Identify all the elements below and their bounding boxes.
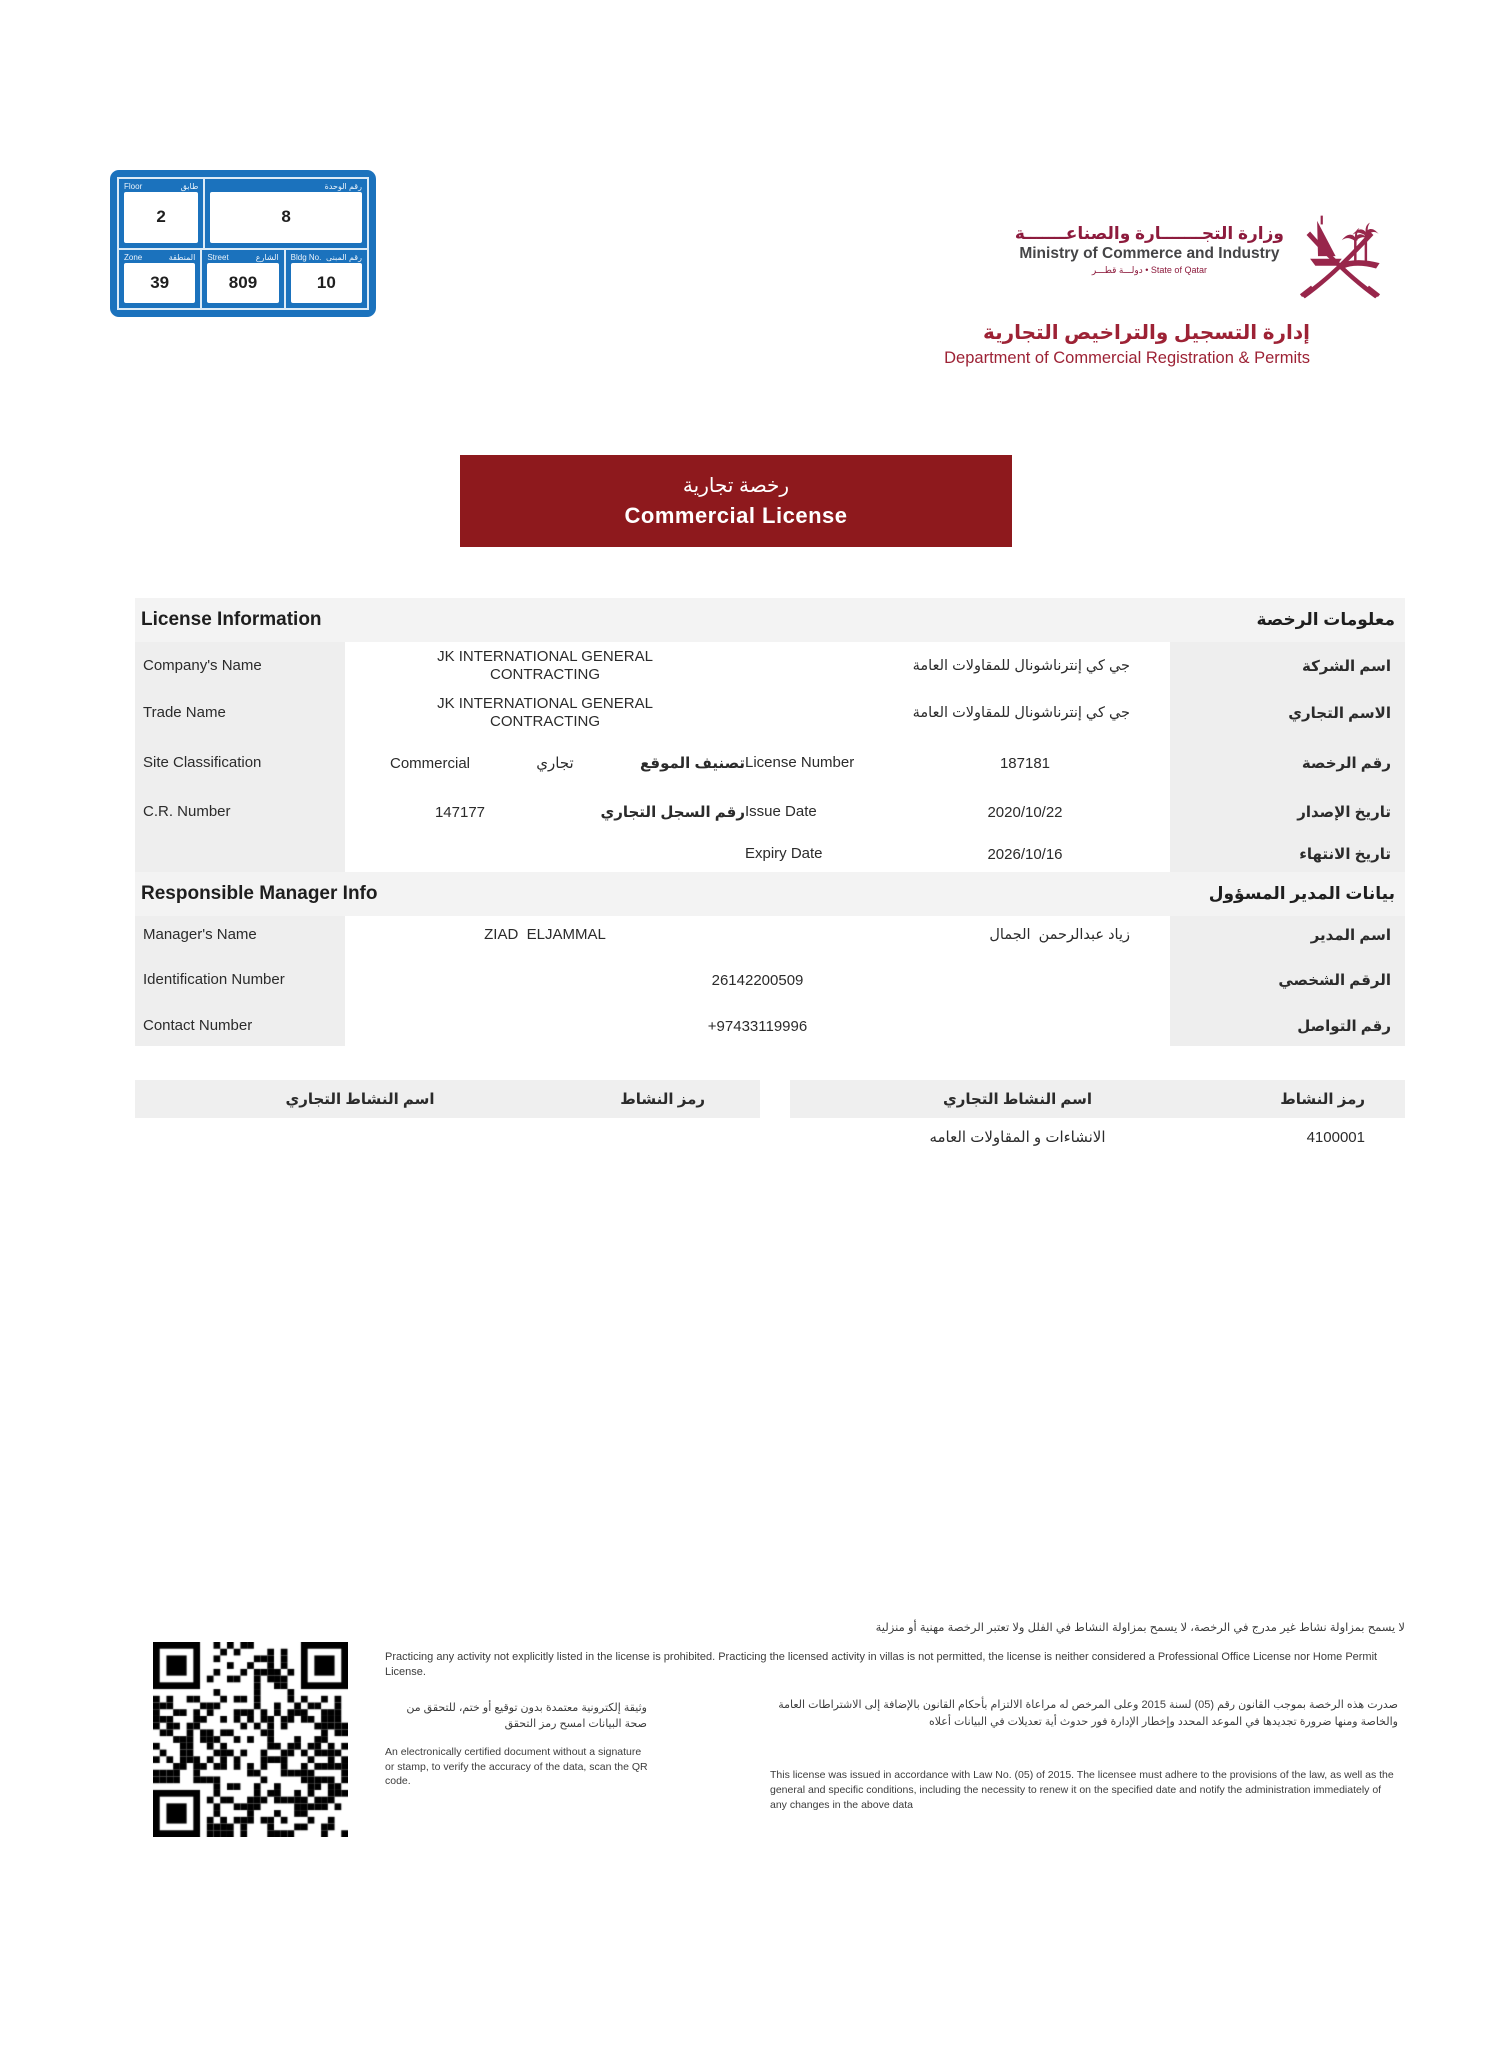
company-name-value-en: JK INTERNATIONAL GENERAL CONTRACTING — [437, 648, 653, 683]
trade-name-value-ar: جي كي إنترناشونال للمقاولات العامة — [912, 705, 1130, 721]
cr-number-row — [135, 790, 1405, 834]
state-of-qatar-line: دولـــة قطـــر • State of Qatar — [1091, 265, 1207, 275]
license-number-label: License Number — [745, 754, 855, 772]
manager-section-title-en: Responsible Manager Info — [141, 883, 378, 904]
license-information-section — [135, 598, 1405, 874]
activity-code-value: 4100001 — [1306, 1128, 1365, 1146]
site-classification-value-ar: تجاري — [536, 755, 574, 772]
company-name-label: Company's Name — [135, 642, 345, 690]
activity-code-header-right: رمز النشاط — [1280, 1091, 1365, 1108]
plate-building-label-ar: رقم المبنى — [325, 252, 362, 262]
trade-name-label: Trade Name — [135, 690, 345, 736]
activities-header-right — [790, 1080, 1405, 1118]
expiry-date-label: Expiry Date — [745, 845, 823, 863]
plate-floor-label-ar: طابق — [180, 182, 199, 191]
ministry-name-arabic: وزارة التجـــــــارة والصناعـــــــة — [1014, 224, 1284, 243]
issue-date-label-ar: تاريخ الإصدار — [1170, 790, 1405, 834]
plate-unit-label-ar: رقم الوحدة — [324, 182, 362, 191]
activity-name-header-right: اسم النشاط التجاري — [942, 1091, 1093, 1108]
plate-street-label-en: Street — [207, 252, 229, 262]
manager-name-row — [135, 916, 1405, 954]
license-title-arabic: رخصة تجارية — [682, 475, 790, 497]
trade-name-value-en: JK INTERNATIONAL GENERAL CONTRACTING — [437, 695, 653, 730]
issue-date-label: Issue Date — [745, 803, 817, 821]
footer-restriction-note-ar: لا يسمح بمزاولة نشاط غير مدرج في الرخصة، لا يسمح بمزاولة النشاط في الفلل ولا تعتبر الرخصة مهنية أو منزلية — [875, 1622, 1405, 1634]
activities-table — [135, 1080, 1405, 1175]
site-classification-label: Site Classification — [135, 736, 345, 790]
license-section-title-ar: معلومات الرخصة — [1256, 610, 1395, 629]
manager-name-label: Manager's Name — [135, 916, 345, 954]
qatar-emblem-icon — [1296, 206, 1384, 308]
footer-verify-note-ar: وثيقة إلكترونية معتمدة بدون توقيع أو ختم، للتحقق من صحة البيانات امسح رمز التحقق — [406, 1702, 647, 1730]
plate-building-value: 10 — [291, 263, 362, 303]
identification-number-label: Identification Number — [135, 954, 345, 1006]
contact-number-value: +97433119996 — [707, 1017, 808, 1035]
footer-verify-note-en: An electronically certified document without a signature or stamp, to verify the accuracy of the data, scan the QR code. — [385, 1746, 648, 1787]
plate-floor-cell — [119, 179, 203, 248]
contact-number-row — [135, 1006, 1405, 1046]
ministry-header — [1015, 206, 1384, 308]
trade-name-label-ar: الاسم التجاري — [1170, 690, 1405, 736]
plate-unit-value: 8 — [210, 192, 362, 243]
expiry-date-row — [135, 834, 1405, 874]
plate-building-cell — [284, 250, 367, 308]
plate-building-label-en: Bldg No. — [290, 252, 322, 262]
manager-name-value-ar: زياد عبدالرحمن الجمال — [989, 927, 1130, 943]
site-classification-label-ar: تصنيف الموقع — [640, 755, 745, 772]
license-number-value: 187181 — [999, 754, 1051, 772]
address-plate — [110, 170, 376, 317]
manager-section-header — [135, 872, 1405, 916]
company-name-value-ar: جي كي إنترناشونال للمقاولات العامة — [912, 658, 1130, 674]
activity-name-header-left: اسم النشاط التجاري — [285, 1091, 435, 1108]
footer-restriction-note-en: Practicing any activity not explicitly listed in the license is prohibited. Practicing the licensed activity in villas is not permitted, the license is neither considered a Professional Office License nor Home Permit License. — [385, 1651, 1378, 1678]
cr-number-label: C.R. Number — [135, 790, 345, 834]
trade-name-row — [135, 690, 1405, 736]
manager-info-section — [135, 872, 1405, 1046]
plate-zone-value: 39 — [124, 263, 195, 303]
license-title-banner — [460, 455, 1012, 547]
department-name-english: Department of Commercial Registration & Permits — [944, 349, 1310, 367]
cr-number-label-ar: رقم السجل التجاري — [600, 804, 745, 821]
address-plate-frame — [117, 177, 369, 310]
identification-number-row — [135, 954, 1405, 1006]
identification-number-label-ar: الرقم الشخصي — [1170, 954, 1405, 1006]
expiry-row-empty-label — [135, 834, 345, 874]
license-title-english: Commercial License — [624, 503, 848, 528]
cr-number-value: 147177 — [434, 803, 486, 821]
expiry-date-value: 2026/10/16 — [987, 845, 1063, 863]
issue-date-value: 2020/10/22 — [987, 803, 1063, 821]
company-name-label-ar: اسم الشركة — [1170, 642, 1405, 690]
license-number-label-ar: رقم الرخصة — [1170, 736, 1405, 790]
ministry-name-block — [1015, 206, 1284, 277]
site-classification-row — [135, 736, 1405, 790]
activities-header-left — [135, 1080, 760, 1118]
contact-number-label: Contact Number — [135, 1006, 345, 1046]
license-section-header — [135, 598, 1405, 642]
plate-zone-label-en: Zone — [124, 252, 143, 262]
ministry-name-english: Ministry of Commerce and Industry — [1019, 245, 1280, 262]
activity-row — [790, 1128, 1405, 1146]
plate-street-label-ar: الشارع — [255, 252, 279, 262]
manager-section-title-ar: بيانات المدير المسؤول — [1208, 884, 1395, 903]
plate-unit-cell — [203, 179, 367, 248]
contact-number-label-ar: رقم التواصل — [1170, 1006, 1405, 1046]
activity-name-value: الانشاءات و المقاولات العامه — [929, 1129, 1106, 1146]
plate-street-value: 809 — [207, 263, 278, 303]
footer-law-note-ar: صدرت هذه الرخصة بموجب القانون رقم (05) لسنة 2015 وعلى المرخص له مراعاة الالتزام بأحكام القانون بالإضافة إلى الاشتراطات العامة والخاصة ومنها ضرورة تجديدها في الموعد المحدد وإخطار الإدارة فور حدوث أية تعديلات في البيانات أعلاه — [778, 1699, 1398, 1728]
department-header — [944, 320, 1310, 370]
activity-code-header-left: رمز النشاط — [620, 1091, 705, 1108]
company-name-row — [135, 642, 1405, 690]
plate-street-cell — [200, 250, 283, 308]
plate-zone-label-ar: المنطقة — [168, 252, 196, 262]
expiry-date-label-ar: تاريخ الانتهاء — [1170, 834, 1405, 874]
plate-floor-label-en: Floor — [124, 182, 143, 191]
footer-law-note-en: This license was issued in accordance with Law No. (05) of 2015. The licensee must adhere to the provisions of the law, as well as the general and specific conditions, including the necessity to renew it on the specified date and notify the administration immediately of any changes in the above data — [770, 1769, 1394, 1811]
manager-name-value-en: ZIAD ELJAMMAL — [484, 926, 606, 943]
qr-code — [153, 1642, 348, 1837]
site-classification-value-en: Commercial — [390, 754, 471, 772]
identification-number-value: 26142200509 — [711, 971, 804, 989]
plate-floor-value: 2 — [124, 192, 198, 243]
department-name-arabic: إدارة التسجيل والتراخيص التجارية — [982, 322, 1310, 344]
manager-name-label-ar: اسم المدير — [1170, 916, 1405, 954]
license-section-title-en: License Information — [141, 609, 322, 630]
plate-zone-cell — [119, 250, 200, 308]
